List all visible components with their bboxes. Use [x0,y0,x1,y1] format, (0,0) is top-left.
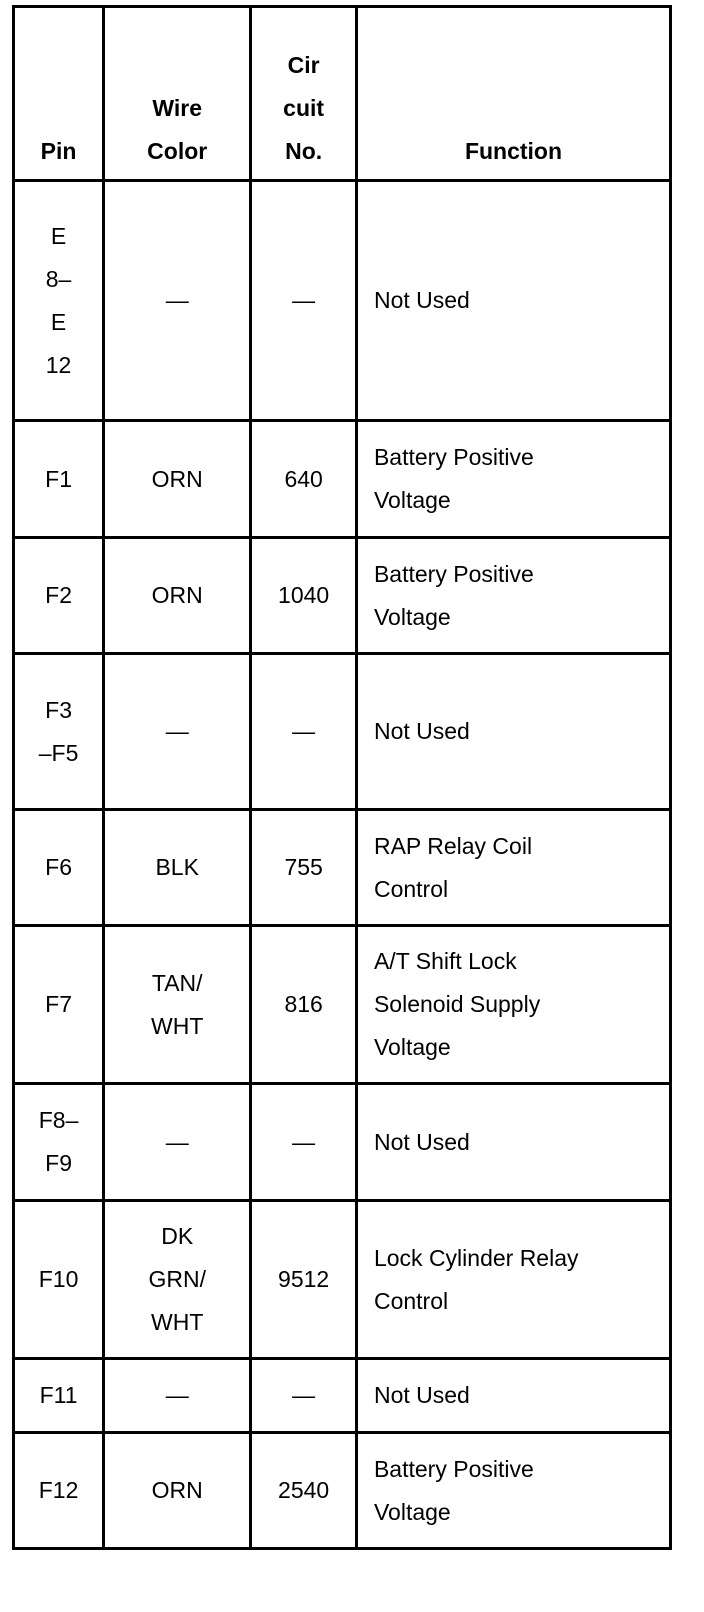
header-circuit-no: Cir cuit No. [251,7,357,181]
table-row [14,421,671,538]
pin-cell-text: E 8– E 12 [45,222,72,378]
circuit-no-cell-text: 640 [284,465,323,492]
pin-cell [14,421,104,538]
function-cell [356,810,670,926]
pin-cell [14,181,104,421]
circuit-no-cell [251,538,357,654]
pin-cell-text: F1 [45,465,72,492]
circuit-no-cell [251,1084,357,1201]
wire-color-cell [104,538,251,654]
pin-cell [14,810,104,926]
circuit-no-cell-text: 2540 [278,1477,330,1503]
pin-cell-text: F6 [45,854,72,880]
wire-color-cell [104,654,251,810]
pin-cell-text: F7 [45,991,72,1017]
circuit-no-cell-text: — [292,1128,316,1155]
pin-cell [14,1201,104,1359]
function-cell [356,926,670,1084]
pin-cell-text: F10 [38,1266,79,1292]
circuit-no-cell-text: 1040 [278,582,330,608]
pin-cell [14,926,104,1084]
wire-color-cell [104,421,251,538]
connector-pinout-table [12,5,672,1550]
wire-color-cell-text: ORN [151,582,203,608]
table-row [14,181,671,421]
function-cell [356,1359,670,1433]
wire-color-cell [104,926,251,1084]
pin-cell [14,654,104,810]
wire-color-cell-text: — [165,718,189,744]
function-cell-text: Not Used [373,718,470,744]
function-cell-text: Not Used [373,287,470,313]
pin-cell-text: F11 [39,1382,78,1408]
pin-cell [14,1084,104,1201]
function-cell [356,1084,670,1201]
function-cell-text: RAP Relay Coil Control [373,832,533,902]
pin-cell-text: F3 –F5 [38,696,79,766]
function-cell-text: Battery Positive Voltage [373,1455,534,1525]
wire-color-cell-text: ORN [151,465,203,492]
wire-color-cell-text: ORN [151,1477,203,1503]
wire-color-cell [104,1201,251,1359]
circuit-no-cell-text: — [292,1382,316,1408]
circuit-no-cell-text: — [292,287,316,313]
header-pin: Pin [14,7,104,181]
table-row [14,810,671,926]
function-cell-text: Lock Cylinder Relay Control [373,1244,579,1314]
header-row [14,7,671,181]
function-cell-text: Battery Positive Voltage [373,560,534,630]
circuit-no-cell [251,1201,357,1359]
wire-color-cell-text: TAN/ WHT [151,969,204,1039]
pin-cell-text: F2 [45,582,72,608]
function-cell [356,1201,670,1359]
table-row [14,1359,671,1433]
function-cell [356,538,670,654]
circuit-no-cell [251,421,357,538]
function-cell [356,1433,670,1549]
pin-cell-text: F8– F9 [38,1107,79,1176]
table-row [14,1433,671,1549]
wire-color-cell [104,810,251,926]
function-cell-text: A/T Shift Lock Solenoid Supply Voltage [373,948,541,1060]
wire-color-cell-text: — [165,1382,189,1408]
wire-color-cell-text: — [165,287,189,313]
wire-color-cell [104,1433,251,1549]
circuit-no-cell [251,181,357,421]
circuit-no-cell [251,810,357,926]
table-row [14,1201,671,1359]
wire-color-cell-text: BLK [155,854,199,880]
function-cell-text: Battery Positive Voltage [373,444,534,513]
wire-color-cell-text: DK GRN/ WHT [148,1223,206,1335]
wire-color-cell [104,1084,251,1201]
function-cell-text: Not Used [373,1128,470,1155]
function-cell [356,654,670,810]
circuit-no-cell [251,654,357,810]
circuit-no-cell-text: 755 [284,854,323,880]
table-row [14,926,671,1084]
table-row [14,1084,671,1201]
pin-cell-text: F12 [38,1477,79,1503]
circuit-no-cell [251,1359,357,1433]
wire-color-cell-text: — [165,1128,189,1155]
table-row [14,654,671,810]
pin-cell [14,538,104,654]
circuit-no-cell [251,1433,357,1549]
header-wire-color: Wire Color [104,7,251,181]
wire-color-cell [104,1359,251,1433]
circuit-no-cell-text: 816 [284,991,323,1017]
function-cell [356,181,670,421]
circuit-no-cell-text: — [292,718,316,744]
header-function: Function [356,7,670,181]
circuit-no-cell [251,926,357,1084]
function-cell-text: Not Used [373,1382,470,1408]
pin-cell [14,1433,104,1549]
circuit-no-cell-text: 9512 [278,1266,330,1292]
function-cell [356,421,670,538]
wire-color-cell [104,181,251,421]
pin-cell [14,1359,104,1433]
table-row [14,538,671,654]
